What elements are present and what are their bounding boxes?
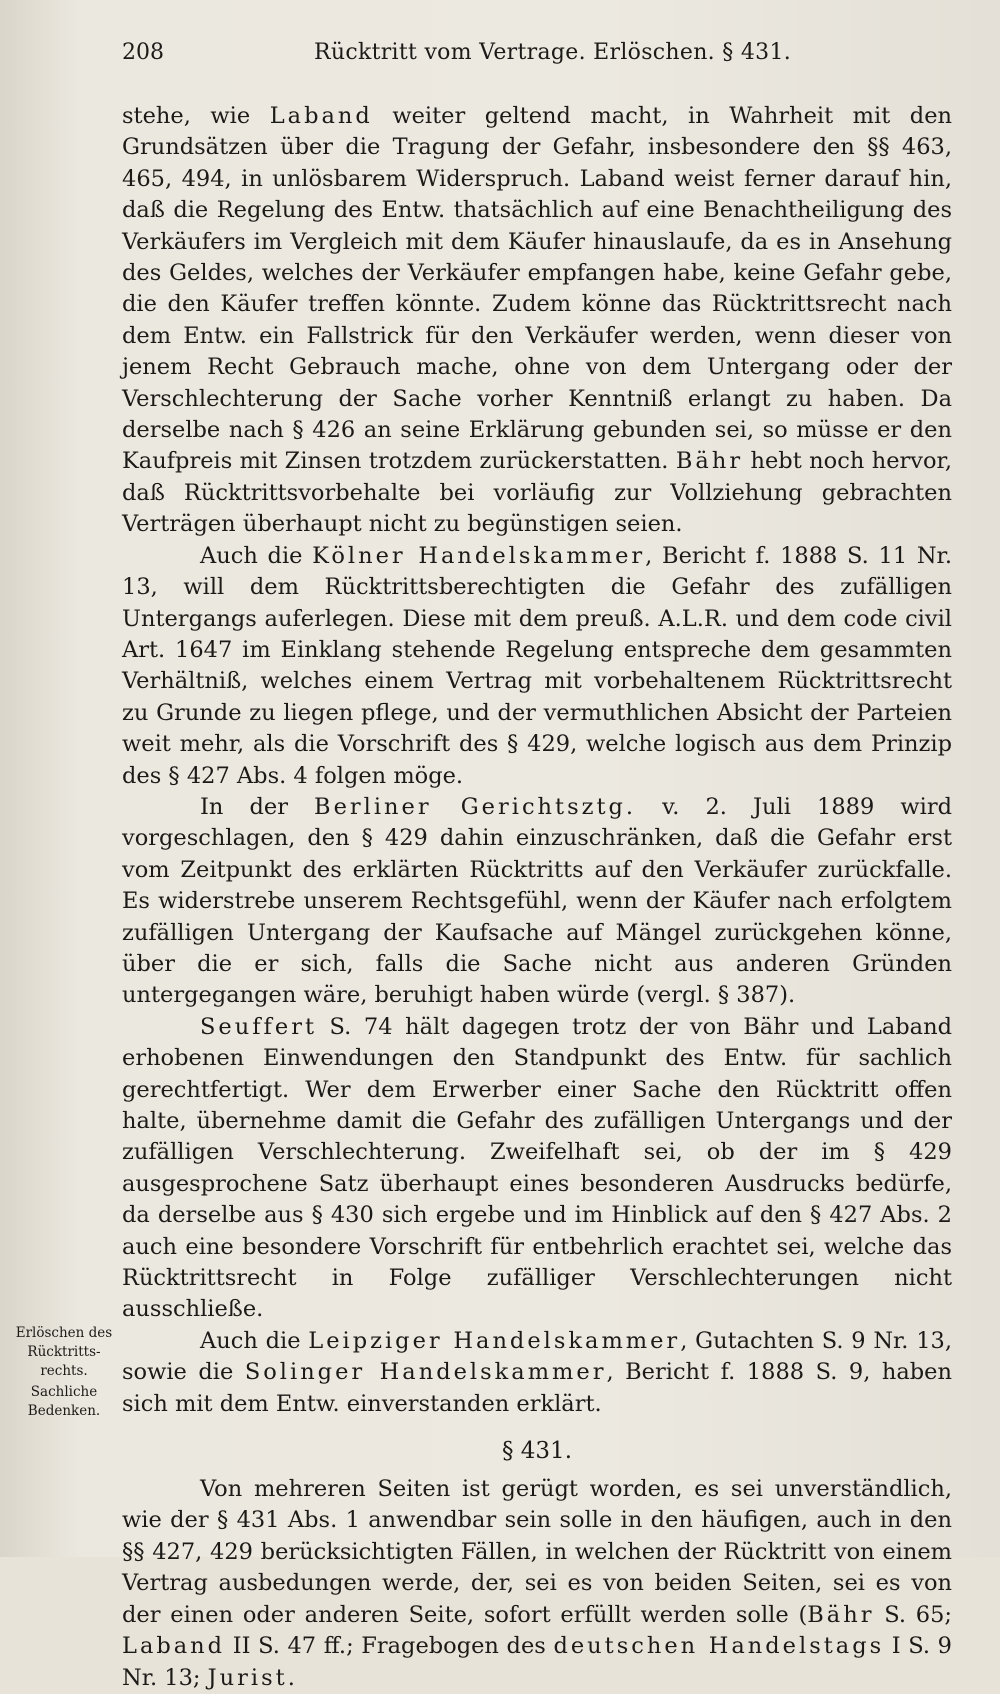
margin-note-erloeschen xyxy=(10,1324,118,1381)
text-run: hebt noch hervor, daß Rücktrittsvorbehalte bei vorläufig zur Vollziehung gebrachten Verträgen überhaupt nicht zu begünstigen seien. xyxy=(122,448,952,538)
emphasized-name: Seuffert xyxy=(200,1013,317,1040)
paragraph xyxy=(122,101,952,541)
margin-note-line: Sachliche xyxy=(30,1384,98,1400)
page-header xyxy=(122,40,952,72)
margin-note-line: Bedenken. xyxy=(27,1403,101,1419)
text-run: Von mehreren Seiten ist gerügt worden, es sei unverständlich, wie der § 431 Abs. 1 anwendbar sein solle in den häufigen, auch in den §§ 427, 429 berücksichtigten Fällen, in welchen der Rücktritt von einem Vertrag ausbedungen werde, der, sei es von beiden Seiten, sei es von der einen oder anderen Seite, sofort erfüllt werden solle ( xyxy=(122,1476,952,1628)
emphasized-name: Kölner Handelskammer xyxy=(312,542,646,569)
text-run: S. 65; xyxy=(874,1601,953,1628)
text-run: S. 74 hält dagegen trotz der von Bähr und Laband erhobenen Einwendungen den Standpunkt des Entw. für sachlich gerechtfertigt. Wer dem Erwerber einer Sache den Rücktritt offen halte, übernehme damit die Gefahr des zufälligen Untergangs und der zufälligen Verschlechterung. Zweifelhaft sei, ob der im § 429 ausgesprochene Satz überhaupt eines besonderen Ausdrucks bedürfe, da derselbe aus § 430 sich ergebe und im Hinblick auf den § 427 Abs. 2 auch eine besondere Vorschrift für entbehrlich erachtet sei, welche das Rücktrittsrecht in Folge zufälliger Verschlechterungen nicht ausschließe. xyxy=(122,1013,952,1323)
text-run: In der xyxy=(200,793,315,820)
text-run: stehe, wie xyxy=(122,103,270,129)
running-title: Rücktritt vom Vertrage. Erlöschen. § 431. xyxy=(314,40,792,65)
emphasized-name: deutschen Handelstags xyxy=(553,1633,885,1660)
emphasized-name: Jurist. xyxy=(207,1664,298,1691)
text-run: Auch die xyxy=(200,1327,309,1354)
paragraph xyxy=(122,541,952,792)
margin-note-sachliche-bedenken xyxy=(10,1383,118,1421)
paragraph xyxy=(122,792,952,1012)
margin-note-line: Erlöschen des xyxy=(15,1325,113,1341)
text-run: , Gutachten S. 9 Nr. 13, sowie die xyxy=(122,1327,952,1386)
text-run: , Bericht f. 1888 S. 9, haben sich mit dem Entw. einverstanden erklärt. xyxy=(122,1359,952,1417)
text-run: weiter geltend macht, in Wahrheit mit den Grundsätzen über die Tragung der Gefahr, insbesondere den §§ 463, 465, 494, in unlösbarem Widerspruch. Laband weist ferner darauf hin, daß die Regelung des Entw. thatsächlich auf eine Benachtheiligung des Verkäufers im Vergleich mit dem Käufer hinauslaufe, da es in Ansehung des Geldes, welches der Verkäufer empfangen habe, keine Gefahr gebe, die den Käufer treffen könnte. Zudem könne das Rücktrittsrecht nach dem Entw. ein Fallstrick für den Verkäufer werden, wenn dieser von jenem Recht Gebrauch mache, ohne von dem Untergang oder der Verschlechterung der Sache vorher Kenntniß erlangt zu haben. Da derselbe nach § 426 an seine Erklärung gebunden sei, so müsse er den Kaufpreis mit Zinsen trotzdem zurückerstatten. xyxy=(122,103,953,475)
emphasized-name: Berliner Gerichtsztg. xyxy=(314,793,637,820)
paragraph xyxy=(122,1012,952,1326)
emphasized-name: Leipziger Handelskammer xyxy=(308,1327,681,1354)
final-paragraph xyxy=(122,1474,952,1694)
paragraph-list xyxy=(122,101,952,1420)
margin-note-line: Rücktritts- xyxy=(27,1344,101,1360)
emphasized-name: Laband xyxy=(269,103,373,129)
page-number: 208 xyxy=(122,40,164,65)
emphasized-name: Bähr xyxy=(675,448,744,475)
text-run: II S. 47 ff.; Fragebogen des xyxy=(225,1633,554,1660)
emphasized-name: Solinger Handelskammer xyxy=(244,1359,607,1386)
text-run: I S. 9 Nr. 13; xyxy=(122,1633,952,1691)
emphasized-name: Bähr xyxy=(807,1601,875,1628)
margin-note-line: rechts. xyxy=(40,1363,88,1379)
text-run: v. 2. Juli 1889 wird vorgeschlagen, den § 429 dahin einzuschränken, daß die Gefahr erst vom Zeitpunkt des erklärten Rücktritts auf den Verkäufer zurückfalle. Es widerstrebe unserem Rechtsgefühl, wenn der Käufer nach erfolgtem zufälligen Untergang der Kaufsache auf Mängel zurückgehen könne, über die er sich, falls die Sache nicht aus anderen Gründen untergegangen wäre, beruhigt haben würde (vergl. § 387). xyxy=(122,793,952,1009)
paragraph xyxy=(122,1326,952,1420)
emphasized-name: Laband xyxy=(122,1633,226,1660)
section-heading: § 431. xyxy=(501,1438,573,1465)
text-run: Auch die xyxy=(200,542,313,569)
text-run: , Bericht f. 1888 S. 11 Nr. 13, will dem Rücktrittsberechtigten die Gefahr des zufälligen Untergangs auferlegen. Diese mit dem preuß. A.L.R. und dem code civil Art. 1647 im Einklang stehende Regelung entspreche dem gesammten Verhältniß, welches einem Vertrag mit vorbehaltenem Rücktrittsrecht zu Grunde zu liegen pflege, und der vermuthlichen Absicht der Parteien weit mehr, als die Vorschrift des § 429, welche logisch aus dem Prinzip des § 427 Abs. 4 folgen möge. xyxy=(122,542,952,789)
body-text xyxy=(122,101,952,1694)
